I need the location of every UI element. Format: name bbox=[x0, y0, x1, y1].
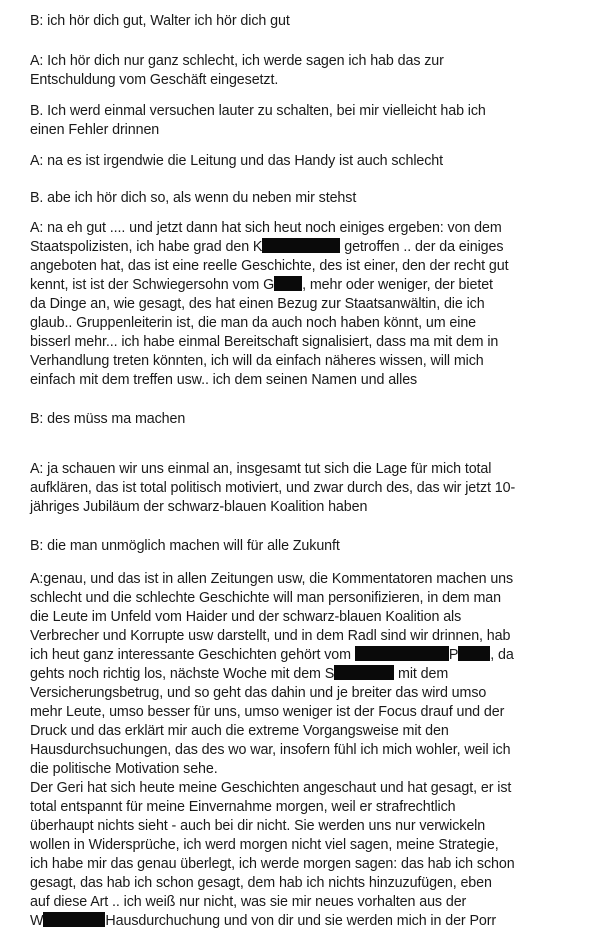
transcript-line bbox=[30, 760, 515, 779]
transcript-line bbox=[30, 627, 515, 646]
redaction-bar bbox=[262, 238, 340, 253]
transcript-line bbox=[30, 684, 515, 703]
line-text: gesagt, das hab ich schon gesagt, dem hab ich nichts hinzuzufügen, eben bbox=[30, 875, 492, 891]
line-text: A: ja schauen wir uns einmal an, insgesamt tut sich die Lage für mich total bbox=[30, 461, 492, 477]
transcript-paragraph bbox=[30, 12, 290, 31]
line-text: auf diese Art .. ich weiß nur nicht, was sie mir neues vorhalten aus der bbox=[30, 894, 467, 910]
transcript-line bbox=[30, 333, 509, 352]
line-text: W bbox=[30, 913, 44, 929]
transcript-line bbox=[30, 589, 515, 608]
transcript-paragraph bbox=[30, 460, 515, 517]
transcript-line bbox=[30, 912, 515, 931]
line-text: mit dem bbox=[394, 666, 449, 682]
line-text: total entspannt für meine Einvernahme morgen, weil er strafrechtlich bbox=[30, 799, 456, 815]
transcript-line bbox=[30, 874, 515, 893]
line-text: ich heut ganz interessante Geschichten gehört vom bbox=[30, 647, 355, 663]
line-text: B: ich hör dich gut, Walter ich hör dich gut bbox=[30, 13, 290, 29]
line-text: einfach mit dem treffen usw.. ich dem seinen Namen und alles bbox=[30, 372, 418, 388]
line-text: A:genau, und das ist in allen Zeitungen usw, die Kommentatoren machen uns bbox=[30, 571, 514, 587]
transcript-line bbox=[30, 893, 515, 912]
line-text: kennt, ist ist der Schwiegersohn vom G bbox=[30, 277, 275, 293]
line-text: wollen in Widersprüche, ich werd morgen nicht viel sagen, meine Strategie, bbox=[30, 837, 499, 853]
line-text: , da bbox=[490, 647, 514, 663]
line-text: jähriges Jubiläum der schwarz-blauen Koalition haben bbox=[30, 499, 368, 515]
transcript-line bbox=[30, 537, 340, 556]
line-text: B. abe ich hör dich so, als wenn du neben mir stehst bbox=[30, 190, 357, 206]
line-text: Hausdurchsuchungen, das des wo war, insofern fühl ich mich wohler, weil ich bbox=[30, 742, 511, 758]
line-text: da Dinge an, wie gesagt, des hat einen Bezug zur Staatsanwältin, die ich bbox=[30, 296, 485, 312]
transcript-paragraph bbox=[30, 152, 443, 171]
transcript-paragraph bbox=[30, 570, 515, 931]
transcript-line bbox=[30, 102, 486, 121]
transcript-line bbox=[30, 570, 515, 589]
line-text: P bbox=[448, 647, 459, 663]
line-text: aufklären, das ist total politisch motiviert, und zwar durch des, das wir jetzt 10- bbox=[30, 480, 516, 496]
transcript-line bbox=[30, 371, 509, 390]
redaction-bar bbox=[355, 646, 449, 661]
transcript-line bbox=[30, 779, 515, 798]
line-text: A: na eh gut .... und jetzt dann hat sich heut noch einiges ergeben: von dem bbox=[30, 220, 502, 236]
transcript-line bbox=[30, 52, 444, 71]
line-text: mehr Leute, umso besser für uns, umso weniger ist der Focus drauf und der bbox=[30, 704, 505, 720]
transcript-line bbox=[30, 152, 443, 171]
transcript-line bbox=[30, 703, 515, 722]
line-text: A: Ich hör dich nur ganz schlecht, ich werde sagen ich hab das zur bbox=[30, 53, 444, 69]
transcript-line bbox=[30, 798, 515, 817]
line-text: B. Ich werd einmal versuchen lauter zu schalten, bei mir vielleicht hab ich bbox=[30, 103, 486, 119]
transcript-line bbox=[30, 219, 509, 238]
transcript-line bbox=[30, 121, 486, 140]
line-text: überhaupt nichts sieht - auch bei dir nicht. Sie werden uns nur verwickeln bbox=[30, 818, 486, 834]
transcript-line bbox=[30, 460, 515, 479]
line-text: B: des müss ma machen bbox=[30, 411, 186, 427]
transcript-line bbox=[30, 410, 185, 429]
transcript-paragraph bbox=[30, 102, 486, 140]
transcript-paragraph bbox=[30, 537, 340, 556]
transcript-line bbox=[30, 836, 515, 855]
line-text: A: na es ist irgendwie die Leitung und das Handy ist auch schlecht bbox=[30, 153, 444, 169]
redaction-bar bbox=[43, 912, 105, 927]
transcript-line bbox=[30, 238, 509, 257]
transcript-line bbox=[30, 741, 515, 760]
line-text: , mehr oder weniger, der bietet bbox=[302, 277, 493, 293]
transcript-line bbox=[30, 479, 515, 498]
transcript-line bbox=[30, 646, 515, 665]
redaction-bar bbox=[334, 665, 394, 680]
transcript-line bbox=[30, 189, 356, 208]
transcript-line bbox=[30, 276, 509, 295]
transcript-line bbox=[30, 498, 515, 517]
transcript-line bbox=[30, 608, 515, 627]
transcript-line bbox=[30, 295, 509, 314]
transcript-paragraph bbox=[30, 410, 185, 429]
line-text: Der Geri hat sich heute meine Geschichten angeschaut und hat gesagt, er ist bbox=[30, 780, 512, 796]
line-text: Entschuldung vom Geschäft eingesetzt. bbox=[30, 72, 279, 88]
line-text: die Leute im Unfeld vom Haider und der schwarz-blauen Koalition als bbox=[30, 609, 462, 625]
line-text: bisserl mehr... ich habe einmal Bereitschaft signalisiert, dass ma mit dem in bbox=[30, 334, 499, 350]
redaction-bar bbox=[274, 276, 302, 291]
line-text: Verhandlung treten könnten, ich will da einfach näheres wissen, will mich bbox=[30, 353, 484, 369]
line-text: B: die man unmöglich machen will für alle Zukunft bbox=[30, 538, 340, 554]
line-text: die politische Motivation sehe. bbox=[30, 761, 218, 777]
line-text: Verbrecher und Korrupte usw darstellt, und in dem Radl sind wir drinnen, hab bbox=[30, 628, 511, 644]
transcript-line bbox=[30, 665, 515, 684]
transcript-line bbox=[30, 817, 515, 836]
line-text: ich habe mir das genau überlegt, ich werde morgen sagen: das hab ich schon bbox=[30, 856, 515, 872]
transcript-line bbox=[30, 352, 509, 371]
line-text: Hausdurchuchung und von dir und sie werden mich in der Porr bbox=[105, 913, 497, 929]
redaction-bar bbox=[458, 646, 490, 661]
line-text: glaub.. Gruppenleiterin ist, die man da auch noch haben könnt, um eine bbox=[30, 315, 477, 331]
line-text: getroffen .. der da einiges bbox=[340, 239, 504, 255]
transcript-line bbox=[30, 71, 444, 90]
transcript-line bbox=[30, 722, 515, 741]
transcript-line bbox=[30, 855, 515, 874]
line-text: angeboten hat, das ist eine reelle Geschichte, des ist einer, den der recht gut bbox=[30, 258, 509, 274]
line-text: schlecht und die schlechte Geschichte will man personifizieren, in dem man bbox=[30, 590, 501, 606]
line-text: Versicherungsbetrug, und so geht das dahin und je breiter das wird umso bbox=[30, 685, 487, 701]
transcript-paragraph bbox=[30, 219, 509, 390]
transcript-line bbox=[30, 257, 509, 276]
transcript-line bbox=[30, 12, 290, 31]
line-text: Druck und das erklärt mir auch die extreme Vorgangsweise mit den bbox=[30, 723, 449, 739]
transcript-line bbox=[30, 314, 509, 333]
transcript-paragraph bbox=[30, 52, 444, 90]
line-text: gehts noch richtig los, nächste Woche mit dem S bbox=[30, 666, 335, 682]
line-text: Staatspolizisten, ich habe grad den K bbox=[30, 239, 263, 255]
transcript-paragraph bbox=[30, 189, 356, 208]
line-text: einen Fehler drinnen bbox=[30, 122, 160, 138]
